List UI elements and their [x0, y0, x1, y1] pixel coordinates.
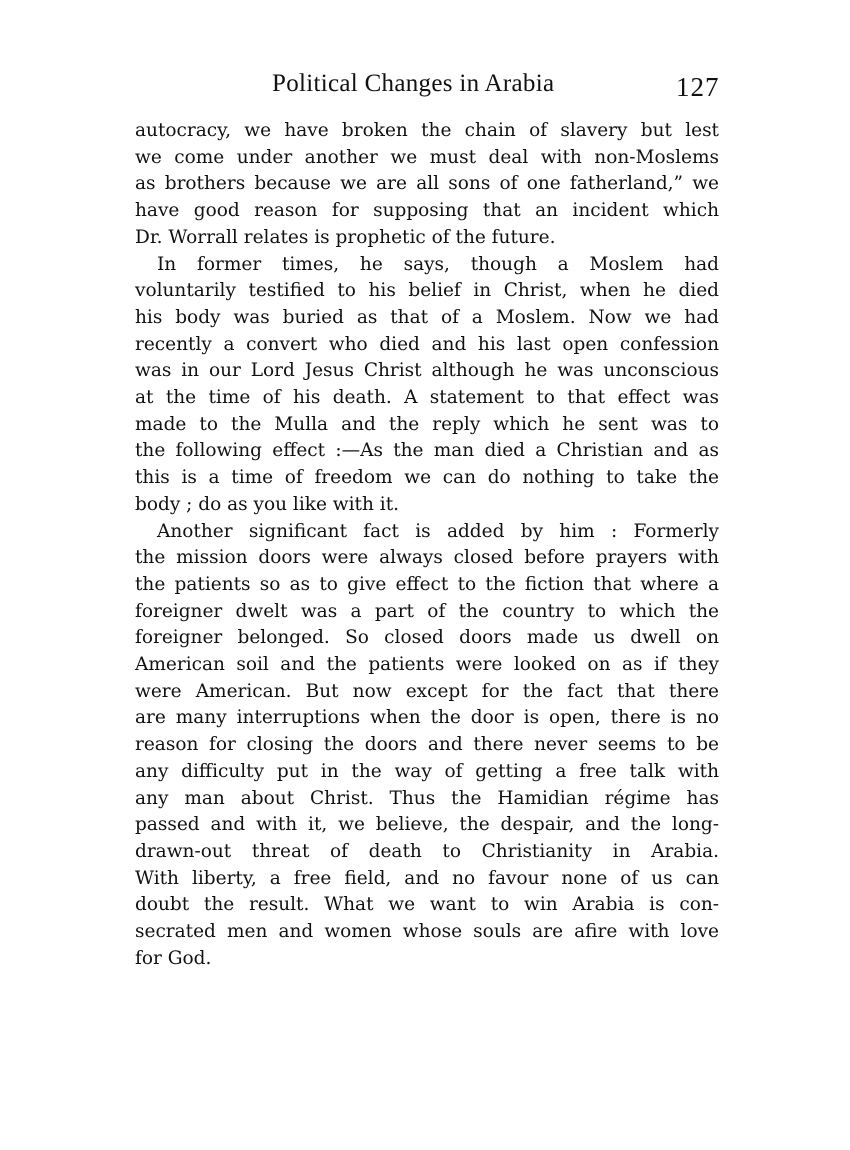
paragraph-1 [135, 118, 719, 252]
text-line: drawn-out threat of death to Christianity in Arabia. [135, 840, 719, 862]
text-line: recently a convert who died and his last open confession [135, 333, 719, 355]
text-line: body ; do as you like with it. [135, 493, 400, 515]
paragraph-2 [135, 252, 719, 519]
text-line: were American. But now except for the fact that there [135, 680, 719, 702]
text-line: for God. [135, 947, 212, 969]
text-line: reason for closing the doors and there never seems to be [135, 734, 719, 756]
text-line: any man about Christ. Thus the Hamidian régime has [135, 787, 719, 809]
text-line: this is a time of freedom we can do nothing to take the [135, 467, 719, 489]
text-line: passed and with it, we believe, the despair, and the long- [135, 814, 719, 836]
text-line: at the time of his death. A statement to that effect was [135, 387, 719, 409]
text-line: Another significant fact is added by him : Formerly [157, 520, 719, 542]
text-line: are many interruptions when the door is open, there is no [135, 707, 719, 729]
text-line: doubt the result. What we want to win Arabia is con- [135, 894, 719, 916]
text-line: voluntarily testified to his belief in Christ, when he died [135, 280, 719, 302]
text-line: made to the Mulla and the reply which he sent was to [135, 413, 719, 435]
body-text [135, 118, 719, 973]
page-number: 127 [676, 72, 720, 102]
text-line: his body was buried as that of a Moslem. Now we had [135, 306, 719, 328]
text-line: American soil and the patients were looked on as if they [135, 654, 719, 676]
text-line: foreigner dwelt was a part of the country to which the [135, 600, 719, 622]
running-head-title: Political Changes in Arabia [272, 70, 555, 97]
text-line: autocracy, we have broken the chain of slavery but lest [135, 120, 719, 141]
text-line: With liberty, a free field, and no favour none of us can [135, 867, 719, 889]
text-line: have good reason for supposing that an incident which [135, 200, 719, 222]
text-line: In former times, he says, though a Moslem had [157, 253, 719, 275]
text-line: secrated men and women whose souls are afire with love [135, 921, 719, 943]
text-line: the mission doors were always closed before prayers with [135, 547, 719, 569]
text-line: foreigner belonged. So closed doors made us dwell on [135, 627, 719, 649]
text-line: we come under another we must deal with non-Moslems [135, 146, 719, 168]
text-line: any difficulty put in the way of getting a free talk with [135, 760, 719, 782]
paragraph-3 [135, 519, 719, 973]
text-line: the patients so as to give effect to the fiction that where a [135, 573, 719, 595]
text-line: the following effect :—As the man died a Christian and as [135, 440, 719, 462]
text-line: Dr. Worrall relates is prophetic of the future. [135, 226, 556, 248]
text-line: was in our Lord Jesus Christ although he was unconscious [135, 360, 719, 382]
text-line: as brothers because we are all sons of one fatherland,” we [135, 173, 719, 195]
